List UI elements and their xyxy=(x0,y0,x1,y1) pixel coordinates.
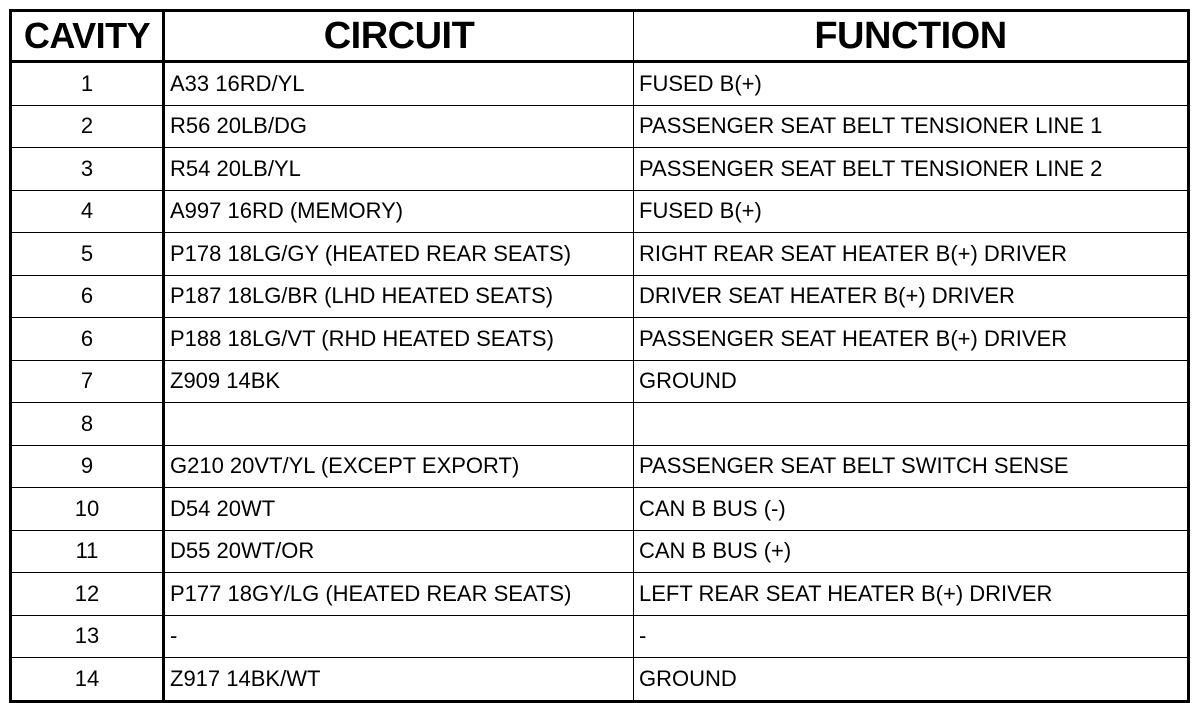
function-cell: GROUND xyxy=(634,658,1189,702)
function-cell: GROUND xyxy=(634,360,1189,403)
table-header xyxy=(11,11,1189,62)
circuit-cell: - xyxy=(164,615,634,658)
table-row xyxy=(11,445,1189,488)
cavity-cell: 9 xyxy=(11,445,164,488)
circuit-cell: P177 18GY/LG (HEATED REAR SEATS) xyxy=(164,573,634,616)
table-row xyxy=(11,318,1189,361)
circuit-cell: R56 20LB/DG xyxy=(164,105,634,148)
cavity-cell: 6 xyxy=(11,275,164,318)
table-row xyxy=(11,573,1189,616)
cavity-cell: 13 xyxy=(11,615,164,658)
table-row xyxy=(11,615,1189,658)
circuit-cell: P187 18LG/BR (LHD HEATED SEATS) xyxy=(164,275,634,318)
header-circuit: CIRCUIT xyxy=(164,11,634,62)
cavity-cell: 14 xyxy=(11,658,164,702)
function-cell: DRIVER SEAT HEATER B(+) DRIVER xyxy=(634,275,1189,318)
function-cell: CAN B BUS (-) xyxy=(634,488,1189,531)
circuit-cell: Z917 14BK/WT xyxy=(164,658,634,702)
function-cell: LEFT REAR SEAT HEATER B(+) DRIVER xyxy=(634,573,1189,616)
header-row xyxy=(11,11,1189,62)
function-cell: FUSED B(+) xyxy=(634,62,1189,106)
cavity-cell: 1 xyxy=(11,62,164,106)
function-cell: - xyxy=(634,615,1189,658)
circuit-cell: D54 20WT xyxy=(164,488,634,531)
circuit-cell: R54 20LB/YL xyxy=(164,148,634,191)
header-cavity: CAVITY xyxy=(11,11,164,62)
header-function: FUNCTION xyxy=(634,11,1189,62)
function-cell xyxy=(634,403,1189,446)
table-body xyxy=(11,62,1189,702)
circuit-cell: P188 18LG/VT (RHD HEATED SEATS) xyxy=(164,318,634,361)
cavity-cell: 8 xyxy=(11,403,164,446)
function-cell: PASSENGER SEAT BELT TENSIONER LINE 1 xyxy=(634,105,1189,148)
circuit-cell xyxy=(164,403,634,446)
function-cell: FUSED B(+) xyxy=(634,190,1189,233)
function-cell: CAN B BUS (+) xyxy=(634,530,1189,573)
cavity-cell: 3 xyxy=(11,148,164,191)
cavity-cell: 6 xyxy=(11,318,164,361)
table-row xyxy=(11,488,1189,531)
table-row xyxy=(11,233,1189,276)
table-row xyxy=(11,530,1189,573)
table-row xyxy=(11,105,1189,148)
cavity-cell: 11 xyxy=(11,530,164,573)
cavity-cell: 7 xyxy=(11,360,164,403)
table-row xyxy=(11,658,1189,702)
cavity-cell: 5 xyxy=(11,233,164,276)
circuit-cell: A997 16RD (MEMORY) xyxy=(164,190,634,233)
cavity-cell: 12 xyxy=(11,573,164,616)
cavity-cell: 10 xyxy=(11,488,164,531)
connector-pinout-table xyxy=(9,9,1190,703)
function-cell: PASSENGER SEAT BELT TENSIONER LINE 2 xyxy=(634,148,1189,191)
function-cell: PASSENGER SEAT BELT SWITCH SENSE xyxy=(634,445,1189,488)
circuit-cell: P178 18LG/GY (HEATED REAR SEATS) xyxy=(164,233,634,276)
table-row xyxy=(11,190,1189,233)
table-row xyxy=(11,403,1189,446)
function-cell: PASSENGER SEAT HEATER B(+) DRIVER xyxy=(634,318,1189,361)
circuit-cell: A33 16RD/YL xyxy=(164,62,634,106)
table-row xyxy=(11,148,1189,191)
table-row xyxy=(11,62,1189,106)
table-row xyxy=(11,360,1189,403)
cavity-cell: 2 xyxy=(11,105,164,148)
circuit-cell: D55 20WT/OR xyxy=(164,530,634,573)
circuit-cell: Z909 14BK xyxy=(164,360,634,403)
table-row xyxy=(11,275,1189,318)
function-cell: RIGHT REAR SEAT HEATER B(+) DRIVER xyxy=(634,233,1189,276)
cavity-cell: 4 xyxy=(11,190,164,233)
circuit-cell: G210 20VT/YL (EXCEPT EXPORT) xyxy=(164,445,634,488)
